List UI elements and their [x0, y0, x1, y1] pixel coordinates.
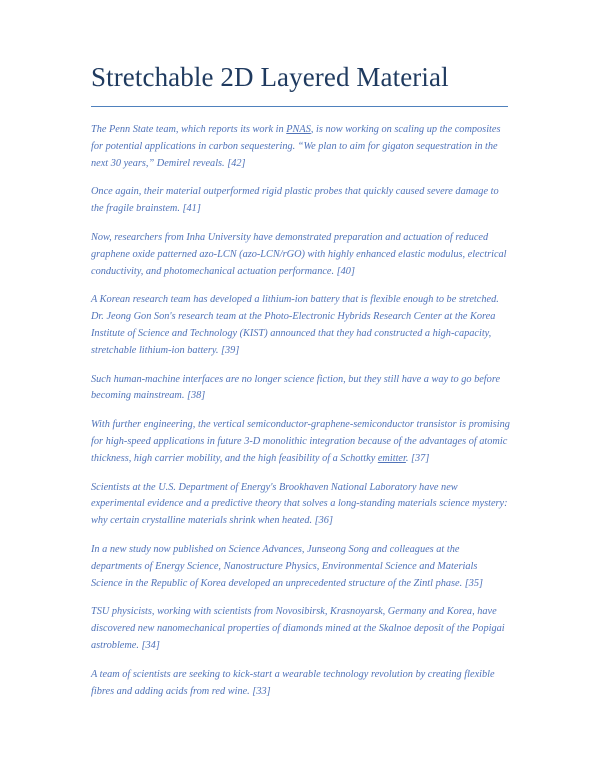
- paragraph-text: A Korean research team has developed a lithium-ion battery that is flexible enough to be stretched. Dr. Jeong Gon Son's research team at the Photo-Electronic Hybrids Research Center at the Korea Institute of Science and Technology (KIST) announced that they had constructed a high-capacity, stretchable lithium-ion battery. [39]: [91, 294, 499, 356]
- paragraph-35: [91, 542, 510, 592]
- document-body: [91, 122, 510, 712]
- paragraph-text: Scientists at the U.S. Department of Energy's Brookhaven National Laboratory have new experimental evidence and a predictive theory that solves a long-standing materials science mystery: why certain crystalline materials shrink when heated. [36]: [91, 481, 508, 527]
- paragraph-39: [91, 292, 510, 359]
- paragraph-text: TSU physicists, working with scientists from Novosibirsk, Krasnoyarsk, Germany and Korea, have discovered new nanomechanical properties of diamonds mined at the Skalnoe deposit of the Popigai astrobleme. [34]: [91, 606, 505, 651]
- paragraph-text: Now, researchers from Inha University have demonstrated preparation and actuation of reduced graphene oxide patterned azo-LCN (azo-LCN/rGO) with highly enhanced elastic modulus, electrical conductivity, and photomechanical actuation performance. [40]: [91, 231, 507, 277]
- paragraph-42: [91, 122, 510, 172]
- paragraph-text: , is now working on scaling up the composites for potential applications in carbon sequestering. “We plan to aim for gigaton sequestration in the next 30 years,” Demirel reveals. [42]: [91, 124, 501, 169]
- page-title: Stretchable 2D Layered Material: [91, 62, 449, 92]
- paragraph-text: With further engineering, the vertical semiconductor-graphene-semiconductor transistor is promising for high-speed applications in future 3-D monolithic integration because of the advantages of atomic thickness, high carrier mobility, and the high feasibility of a Schottky: [91, 419, 510, 464]
- paragraph-text: The Penn State team, which reports its work in: [91, 124, 287, 135]
- paragraph-33: [91, 667, 510, 701]
- paragraph-34: [91, 604, 510, 654]
- paragraph-text: Once again, their material outperformed rigid plastic probes that quickly caused severe damage to the fragile brainstem. [41]: [91, 186, 499, 215]
- title-divider: [91, 106, 508, 107]
- pnas-link[interactable]: PNAS: [286, 124, 311, 135]
- paragraph-41: [91, 184, 510, 218]
- paragraph-text: In a new study now published on Science Advances, Junseong Song and colleagues at the departments of Energy Science, Nanostructure Physics, Environmental Science and Materials Science in the Republic of Korea developed an unprecedented structure of the Zintl phase. [35]: [91, 543, 484, 589]
- paragraph-text: . [37]: [405, 452, 430, 464]
- paragraph-37: [91, 417, 510, 467]
- paragraph-text: Such human-machine interfaces are no longer science fiction, but they still have a way to go before becoming mainstream. [38]: [91, 373, 501, 402]
- emitter-link[interactable]: emitter: [377, 452, 406, 464]
- paragraph-38: [91, 372, 510, 406]
- paragraph-36: [91, 480, 510, 530]
- paragraph-text: A team of scientists are seeking to kick-start a wearable technology revolution by creating flexible fibres and adding acids from red wine. [33]: [91, 668, 495, 697]
- paragraph-40: [91, 230, 510, 280]
